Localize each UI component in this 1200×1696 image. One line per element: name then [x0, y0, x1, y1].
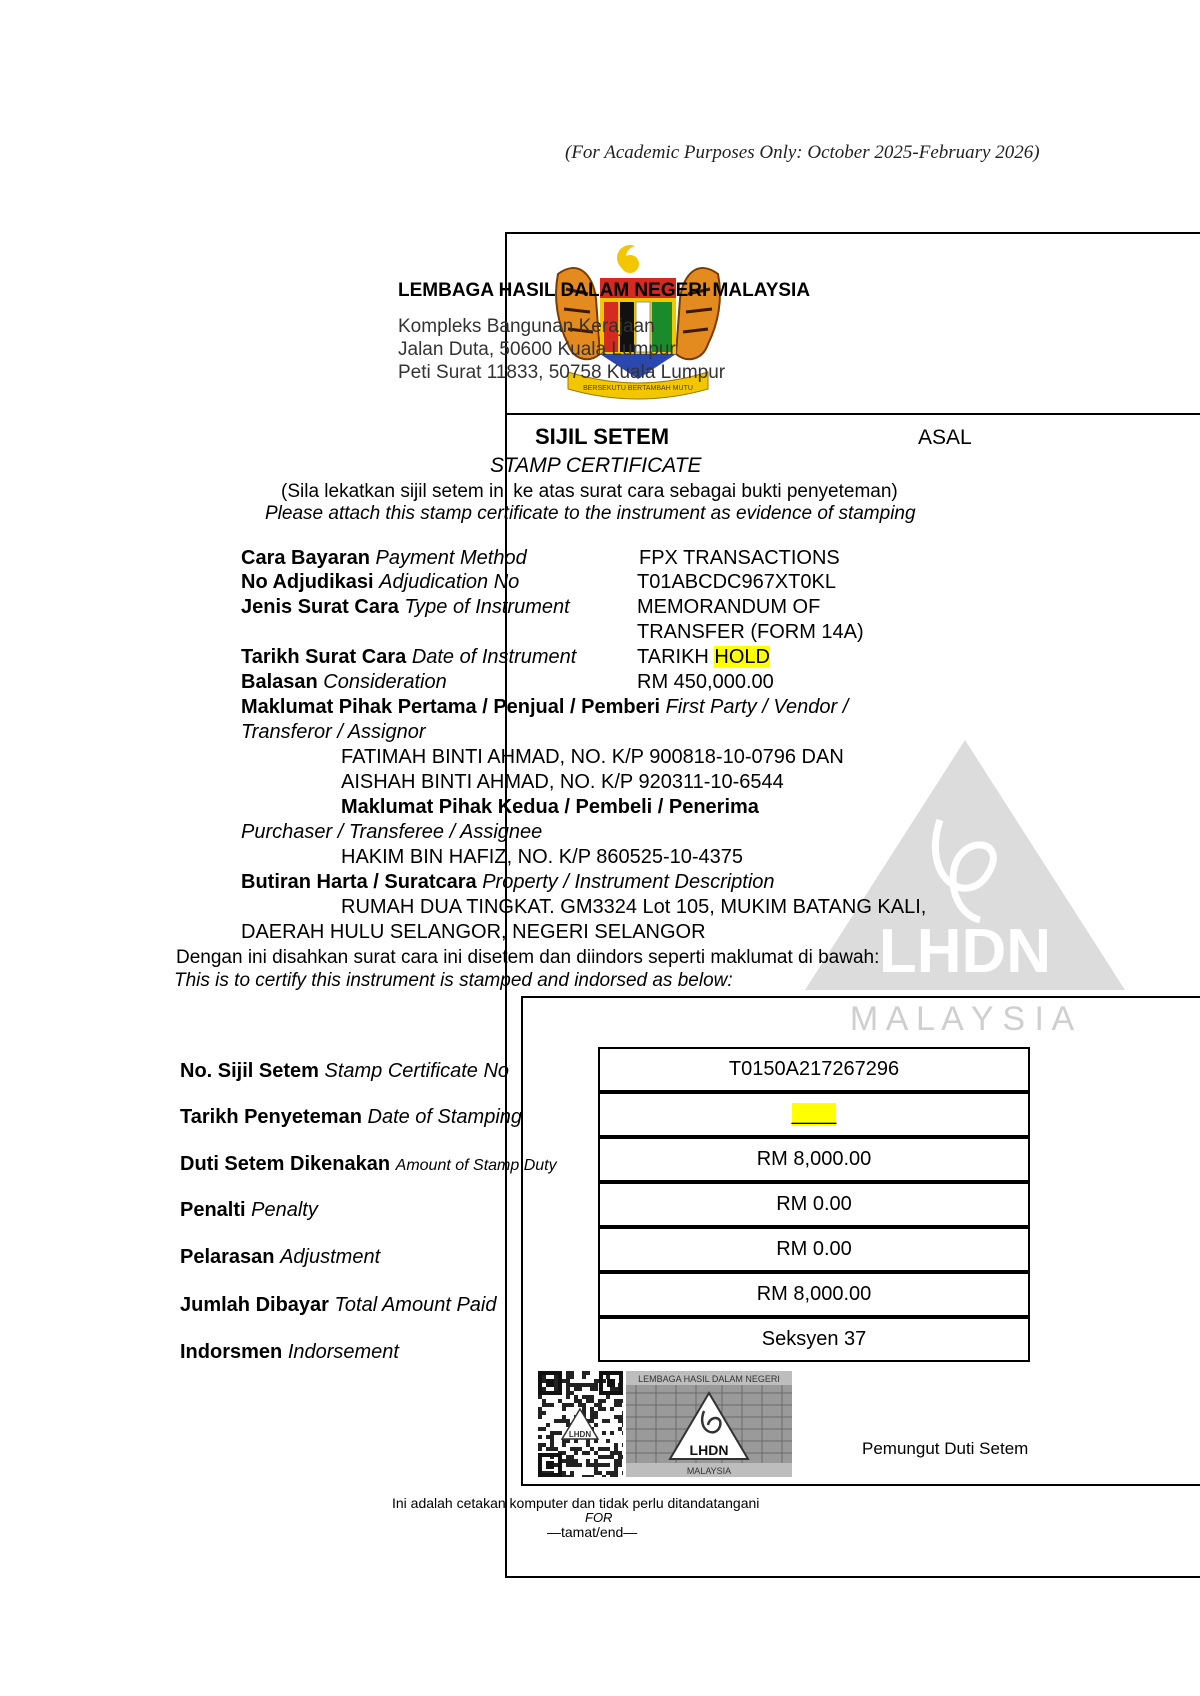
org-name: LEMBAGA HASIL DALAM NEGERI MALAYSIA: [398, 280, 811, 301]
adjudication-no-label: No Adjudikasi Adjudication No: [241, 571, 520, 593]
frame-top-line: [505, 232, 1200, 234]
seal-brand: LHDN: [689, 1442, 729, 1458]
property-label: Butiran Harta / Suratcara Property / Instrument Description: [241, 871, 775, 893]
org-address-line-3: Peti Surat 11833, 50758 Kuala Lumpur: [398, 362, 726, 383]
qr-code-icon: [538, 1371, 623, 1477]
instrument-date-value: TARIKH HOLD: [637, 646, 770, 668]
stamping-date-value: [598, 1092, 1030, 1137]
indorsement-label: Indorsmen Indorsement: [180, 1341, 399, 1363]
certify-statement-ms: Dengan ini disahkan surat cara ini disetem dan diindors seperti maklumat di bawah:: [176, 947, 880, 968]
watermark-country: M A L A Y S I A: [849, 1000, 1075, 1038]
frame-header-divider: [505, 413, 1200, 415]
footer-for: FOR: [585, 1510, 613, 1525]
payment-method-value: FPX TRANSACTIONS: [639, 547, 840, 569]
stamp-cert-no-label: No. Sijil Setem Stamp Certificate No: [180, 1060, 510, 1082]
adjustment-value: RM 0.00: [598, 1227, 1030, 1272]
org-address-line-1: Kompleks Bangunan Kerajaan: [398, 316, 655, 337]
second-party-line-1: HAKIM BIN HAFIZ, NO. K/P 860525-10-4375: [341, 846, 744, 868]
property-line-2: DAERAH HULU SELANGOR, NEGERI SELANGOR: [241, 921, 706, 943]
lhdn-watermark: [790, 740, 1140, 1040]
certificate-instruction-en: Please attach this stamp certificate to the instrument as evidence of stamping: [265, 503, 916, 524]
adjustment-label: Pelarasan Adjustment: [180, 1246, 381, 1268]
qr-label: LHDN: [568, 1430, 592, 1439]
adjudication-no-value: T01ABCDC967XT0KL: [637, 571, 836, 593]
consideration-value: RM 450,000.00: [637, 671, 774, 693]
org-address-line-2: Jalan Duta, 50600 Kuala Lumpur: [398, 339, 676, 360]
hold-highlight: HOLD: [714, 646, 770, 668]
instrument-type-label: Jenis Surat Cara Type of Instrument: [241, 596, 570, 618]
certificate-title-en: STAMP CERTIFICATE: [490, 454, 702, 477]
instrument-type-value-2: TRANSFER (FORM 14A): [637, 621, 864, 643]
property-line-1: RUMAH DUA TINGKAT. GM3324 Lot 105, MUKIM BATANG KALI,: [341, 896, 927, 918]
lhdn-seal-stamp: [626, 1371, 792, 1477]
watermark-brand: LHDN: [878, 917, 1052, 986]
stamp-cert-no-value: T0150A217267296: [598, 1047, 1030, 1092]
penalty-value: RM 0.00: [598, 1182, 1030, 1227]
stamping-date-highlight: ____: [791, 1103, 837, 1125]
total-paid-value: RM 8,000.00: [598, 1272, 1030, 1317]
first-party-label: Maklumat Pihak Pertama / Penjual / Pemberi First Party / Vendor /: [241, 696, 849, 718]
end-marker: —tamat/end—: [547, 1524, 638, 1540]
stamp-duty-value: RM 8,000.00: [598, 1137, 1030, 1182]
certificate-copy-type: ASAL: [918, 426, 972, 449]
seal-bottom-text: MALAYSIA: [686, 1466, 732, 1476]
crest-motto: BERSEKUTU BERTAMBAH MUTU: [583, 385, 693, 392]
instrument-date-label: Tarikh Surat Cara Date of Instrument: [241, 646, 577, 668]
inner-box-left-line: [521, 996, 523, 1485]
payment-method-label: Cara Bayaran Payment Method: [241, 547, 527, 569]
inner-box-bottom-line: [521, 1484, 1200, 1486]
certify-statement-en: This is to certify this instrument is stamped and indorsed as below:: [174, 970, 733, 991]
first-party-line-2: AISHAH BINTI AHMAD, NO. K/P 920311-10-6544: [341, 771, 784, 793]
first-party-label-en-2: Transferor / Assignor: [241, 721, 426, 743]
seal-top-text: LEMBAGA HASIL DALAM NEGERI: [638, 1374, 780, 1384]
consideration-label: Balasan Consideration: [241, 671, 447, 693]
academic-note: (For Academic Purposes Only: October 2025-February 2026): [565, 142, 1040, 163]
second-party-label-en: Purchaser / Transferee / Assignee: [241, 821, 543, 843]
certificate-title: SIJIL SETEM: [535, 424, 670, 449]
frame-bottom-line: [505, 1576, 1200, 1578]
certificate-instruction-ms: (Sila lekatkan sijil setem ini ke atas surat cara sebagai bukti penyeteman): [281, 481, 898, 502]
indorsement-value: Seksyen 37: [598, 1317, 1030, 1362]
stamping-date-label: Tarikh Penyeteman Date of Stamping: [180, 1106, 523, 1128]
computer-print-note: Ini adalah cetakan komputer dan tidak perlu ditandatangani: [392, 1495, 760, 1511]
total-paid-label: Jumlah Dibayar Total Amount Paid: [180, 1294, 497, 1316]
stamp-duty-label: Duti Setem Dikenakan Amount of Stamp Duty: [180, 1153, 557, 1175]
first-party-line-1: FATIMAH BINTI AHMAD, NO. K/P 900818-10-0796 DAN: [341, 746, 844, 768]
stamp-duty-collector: Pemungut Duti Setem: [862, 1439, 1029, 1458]
penalty-label: Penalti Penalty: [180, 1199, 318, 1221]
instrument-type-value-1: MEMORANDUM OF: [637, 596, 821, 618]
second-party-label: Maklumat Pihak Kedua / Pembeli / Penerima: [341, 796, 759, 818]
